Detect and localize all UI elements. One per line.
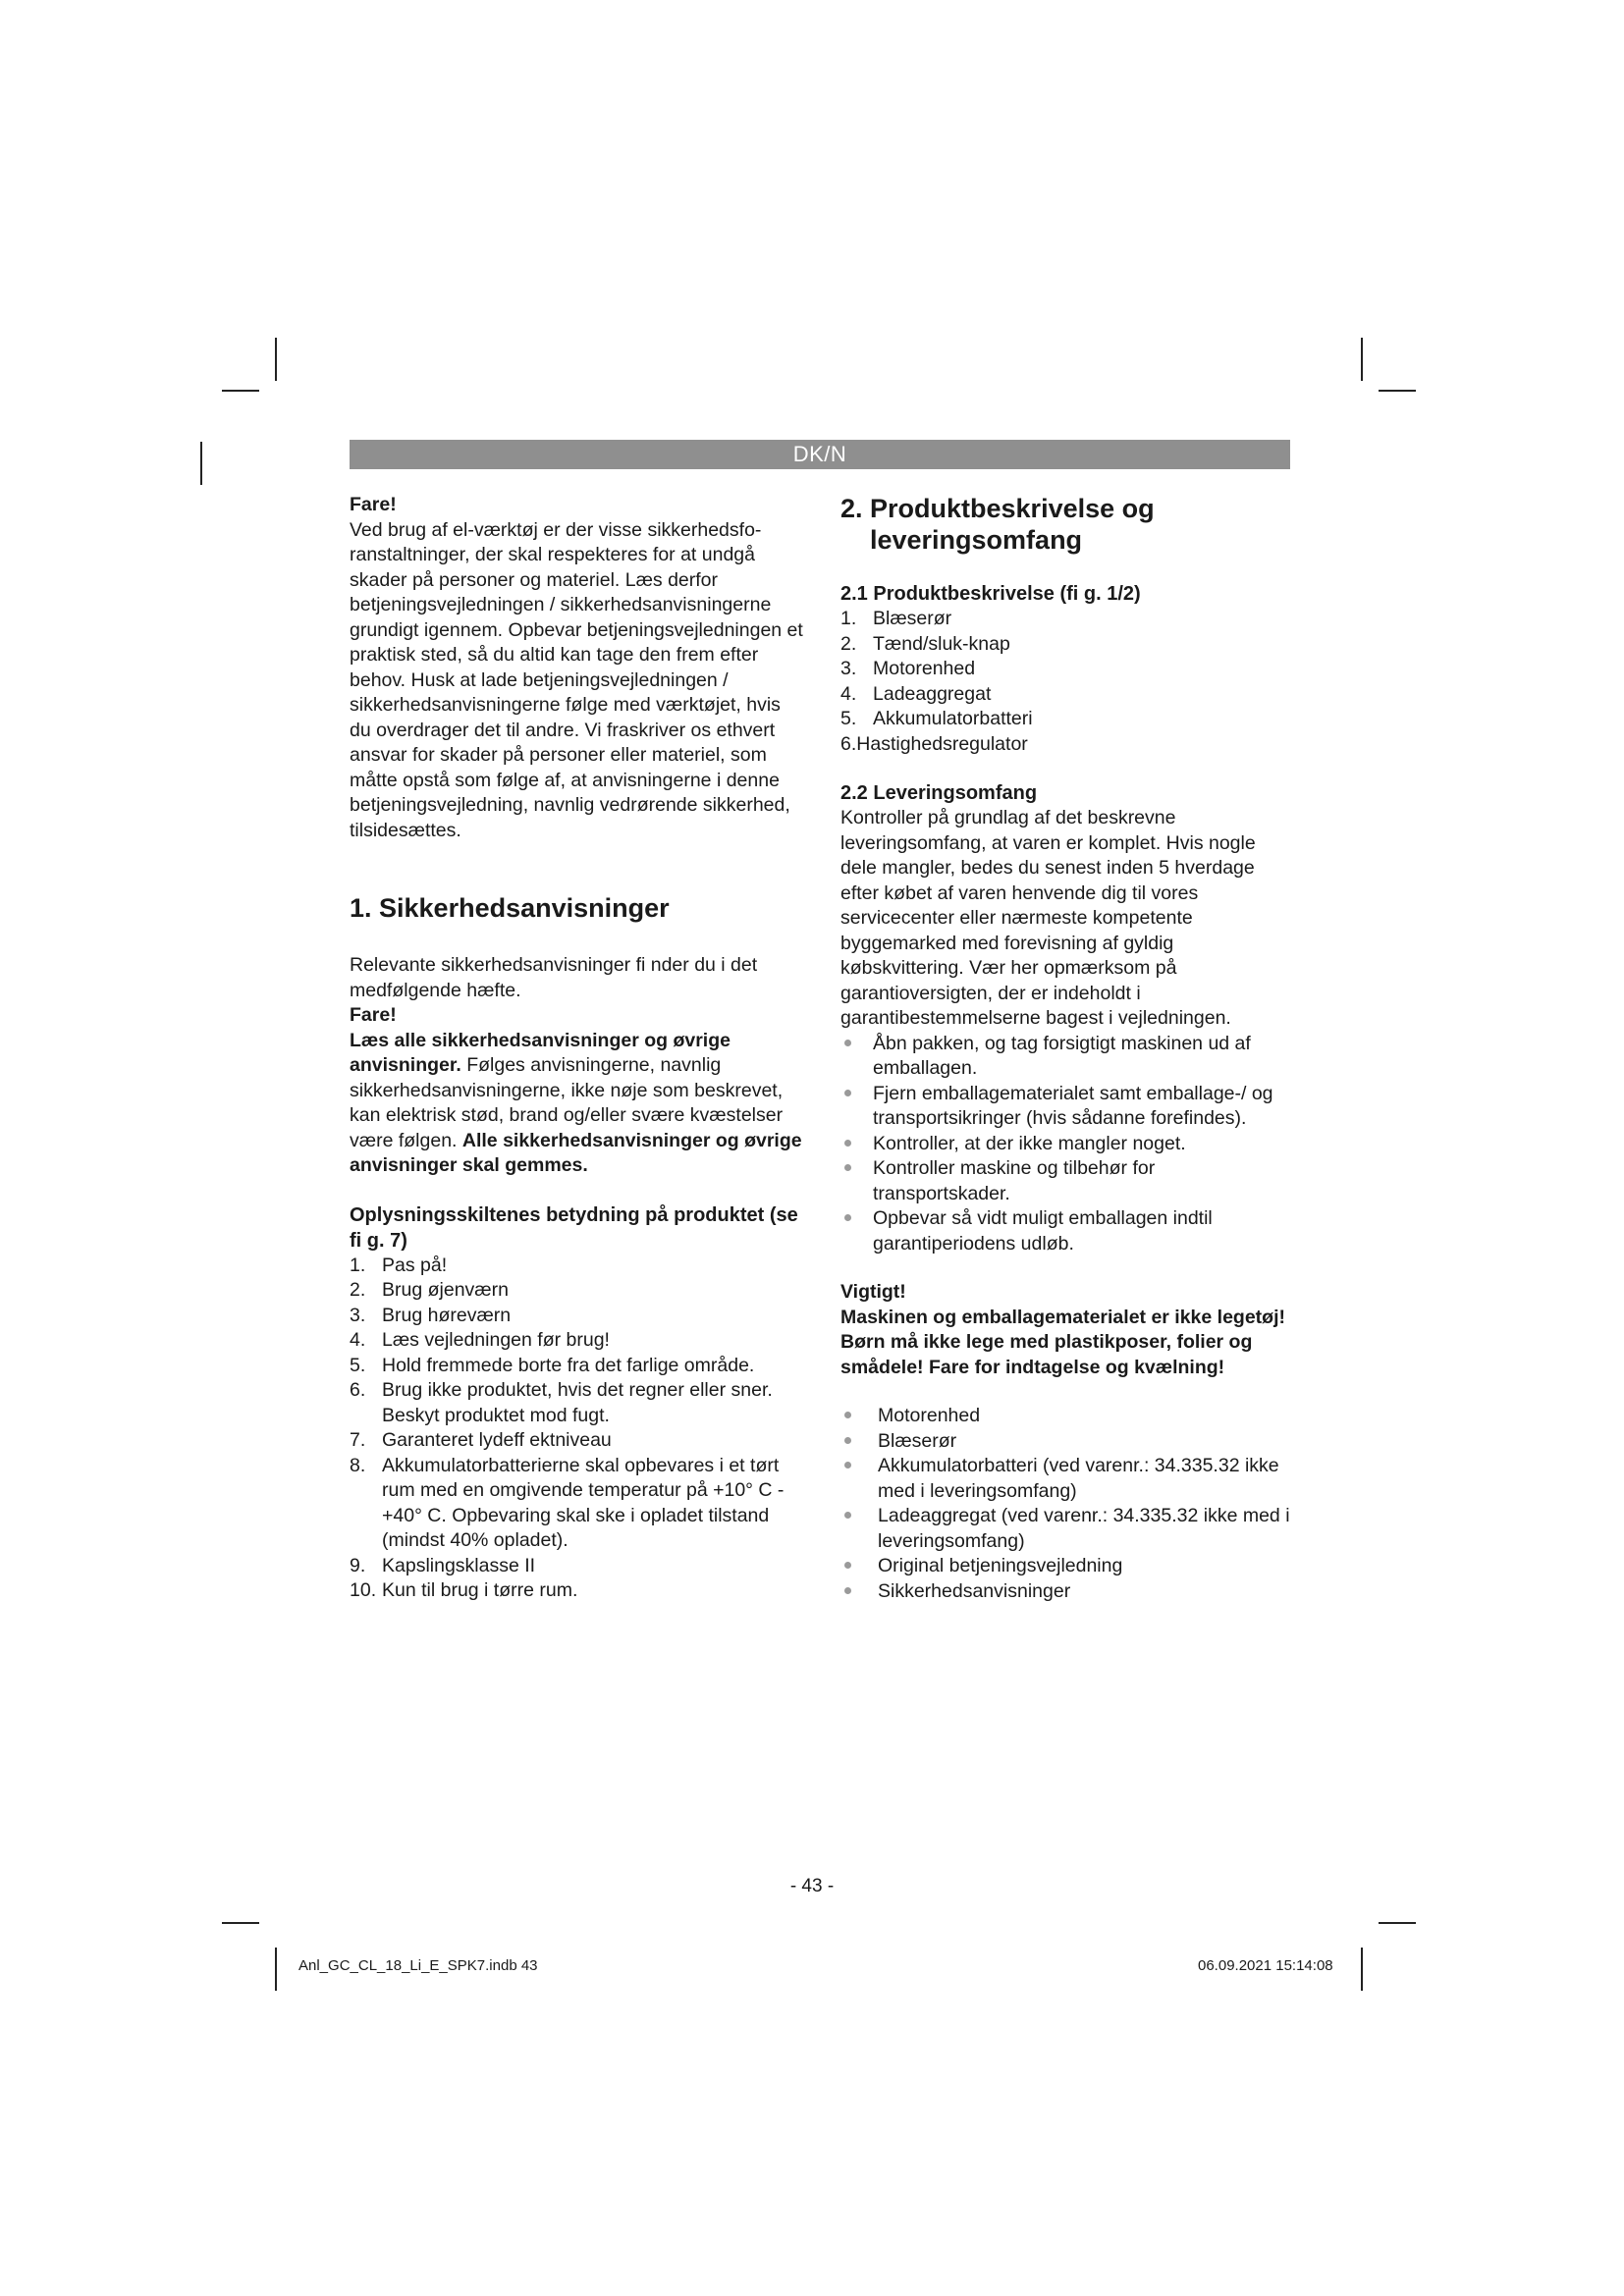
important-title: Vigtigt! bbox=[840, 1281, 906, 1303]
bullet-icon bbox=[844, 1164, 851, 1171]
left-column bbox=[350, 493, 803, 1604]
unpacking-step: Kontroller maskine og tilbehør for transportskader. bbox=[840, 1156, 1294, 1206]
parts-list-item: 1. Blæserør bbox=[840, 608, 952, 629]
bullet-icon bbox=[844, 1412, 851, 1418]
language-header-bar bbox=[350, 440, 1290, 469]
unpacking-step: Opbevar så vidt muligt emballagen indtil garantiperiodens udløb. bbox=[840, 1206, 1294, 1256]
contents-item: Blæserør bbox=[840, 1429, 1294, 1455]
bullet-icon bbox=[844, 1040, 851, 1046]
unpacking-step: Fjern emballagematerialet samt emballage-/ og transportsikringer (hvis sådanne forefindes). bbox=[840, 1082, 1294, 1132]
warning-bold-lead: Læs alle sikkerhedsanvisninger og øvrige anvisninger. bbox=[350, 1029, 731, 1076]
parts-list-item-6: 6.Hastighedsregulator bbox=[840, 732, 1028, 755]
footer-file-name: Anl_GC_CL_18_Li_E_SPK7.indb 43 bbox=[298, 1957, 538, 1974]
signs-list bbox=[350, 1254, 803, 1604]
bullet-icon bbox=[844, 1140, 851, 1147]
danger-title: Fare! bbox=[350, 494, 397, 515]
bullet-icon bbox=[844, 1214, 851, 1221]
parts-list-item: 4. Ladeaggregat bbox=[840, 682, 992, 705]
right-column bbox=[840, 493, 1294, 1604]
crop-mark bbox=[1379, 1922, 1416, 1924]
parts-list-item: 3. Motorenhed bbox=[840, 658, 976, 679]
section1-heading: 1. Sikkerhedsanvisninger bbox=[350, 893, 670, 923]
unpacking-steps-list bbox=[840, 1032, 1294, 1257]
parts-list-item: 2. Tænd/sluk-knap bbox=[840, 632, 1010, 655]
signs-list-item: 4. Læs vejledningen før brug! bbox=[350, 1329, 610, 1351]
section2-heading-line2: leveringsomfang bbox=[870, 525, 1083, 555]
bullet-icon bbox=[844, 1587, 851, 1594]
signs-list-item: 7. Garanteret lydeff ektniveau bbox=[350, 1429, 612, 1451]
signs-list-item: 5. Hold fremmede borte fra det farlige område. bbox=[350, 1354, 755, 1376]
signs-list-item: 9. Kapslingsklasse II bbox=[350, 1554, 536, 1576]
crop-mark bbox=[275, 1948, 277, 1991]
warning-paragraph bbox=[350, 1029, 803, 1179]
bullet-icon bbox=[844, 1512, 851, 1519]
crop-mark bbox=[1361, 338, 1363, 381]
signs-list-item: 8. Akkumulatorbatterierne skal opbevares i et tørt rum med en omgivende temperatur på +10° C - +40° C. Opbevaring skal ske i opladet tilstand (mindst 40% opladet). bbox=[350, 1454, 785, 1551]
danger2-title: Fare! bbox=[350, 1004, 397, 1026]
signs-list-item: 3. Brug høreværn bbox=[350, 1304, 512, 1326]
contents-item: Sikkerhedsanvisninger bbox=[840, 1579, 1294, 1605]
bullet-icon bbox=[844, 1562, 851, 1569]
contents-item: Motorenhed bbox=[840, 1404, 1294, 1429]
crop-mark bbox=[1361, 1948, 1363, 1991]
section2-heading-line1: 2. Produktbeskrivelse og bbox=[840, 494, 1155, 523]
delivery-paragraph: Kontroller på grundlag af det beskrevne leveringsomfang, at varen er komplet. Hvis nogle dele mangler, bedes du senest inden 5 hverdage efter købet af varen henvende dig til vores servicecenter eller nærmeste kompetente byggemarked med forevisning af gyldig købskvittering. Vær her opmærksom på garantioversigten, der er indeholdt i garantibestemmelserne bagest i vejledningen. bbox=[840, 807, 1256, 1029]
warning-text: Følges anvisningerne, navnlig sikkerhedsanvisningerne, ikke nøje som beskrevet, kan elektrisk stød, brand og/eller svære kvæstelser være følgen. bbox=[350, 1054, 784, 1151]
warning-bold-tail: Alle sikkerhedsanvisninger og øvrige anvisninger skal gemmes. bbox=[350, 1129, 802, 1176]
signs-heading: Oplysningsskiltenes betydning på produktet (se fi g. 7) bbox=[350, 1203, 798, 1252]
contents-item: Ladeaggregat (ved varenr.: 34.335.32 ikke med i leveringsomfang) bbox=[840, 1504, 1294, 1554]
unpacking-step: Kontroller, at der ikke mangler noget. bbox=[840, 1132, 1294, 1157]
language-label: DK/N bbox=[792, 442, 847, 466]
contents-item: Akkumulatorbatteri (ved varenr.: 34.335.32 ikke med i leveringsomfang) bbox=[840, 1454, 1294, 1504]
crop-mark bbox=[1379, 390, 1416, 392]
bullet-icon bbox=[844, 1462, 851, 1468]
crop-mark bbox=[275, 338, 277, 381]
bullet-icon bbox=[844, 1437, 851, 1444]
footer-timestamp: 06.09.2021 15:14:08 bbox=[1198, 1957, 1333, 1974]
parts-list-item: 5. Akkumulatorbatteri bbox=[840, 708, 1033, 729]
signs-list-item: 1. Pas på! bbox=[350, 1254, 448, 1276]
delivery-heading: 2.2 Leveringsomfang bbox=[840, 782, 1038, 804]
signs-list-item: 2. Brug øjenværn bbox=[350, 1279, 509, 1301]
intro-paragraph: Ved brug af el-værktøj er der visse sikkerhedsfo-ranstaltninger, der skal respekteres for at undgå skader på personer og materiel. Læs derfor betjeningsvejledningen / sikkerhedsanvisningerne grundigt igennem. Opbevar betjeningsvejledningen et praktisk sted, så du altid kan tage den frem efter behov. Husk at lade betjeningsvejledningen / sikkerhedsanvisningerne følge med værktøjet, hvis du overdrager det til andre. Vi fraskriver os ethvert ansvar for skader på personer eller materiel, som måtte opstå som følge af, at anvisningerne i denne betjeningsvejledning, navnlig vedrørende sikkerhed, tilsidesættes. bbox=[350, 518, 803, 841]
signs-list-item: 6. Brug ikke produktet, hvis det regner eller sner. Beskyt produktet mod fugt. bbox=[350, 1379, 773, 1426]
contents-list bbox=[840, 1404, 1294, 1604]
bullet-icon bbox=[844, 1090, 851, 1096]
crop-mark bbox=[222, 1922, 259, 1924]
product-description-heading: 2.1 Produktbeskrivelse (fi g. 1/2) bbox=[840, 583, 1141, 605]
parts-list bbox=[840, 607, 1294, 732]
signs-list-item: 10. Kun til brug i tørre rum. bbox=[350, 1579, 578, 1601]
important-text: Maskinen og emballagematerialet er ikke legetøj! Børn må ikke lege med plastikposer, folier og smådele! Fare for indtagelse og kvælning! bbox=[840, 1306, 1286, 1378]
crop-mark bbox=[200, 442, 202, 485]
page-number: - 43 - bbox=[789, 1876, 835, 1896]
unpacking-step: Åbn pakken, og tag forsigtigt maskinen ud af emballagen. bbox=[840, 1032, 1294, 1082]
contents-item: Original betjeningsvejledning bbox=[840, 1554, 1294, 1579]
section1-text: Relevante sikkerhedsanvisninger fi nder du i det medfølgende hæfte. bbox=[350, 954, 758, 1001]
crop-mark bbox=[222, 390, 259, 392]
